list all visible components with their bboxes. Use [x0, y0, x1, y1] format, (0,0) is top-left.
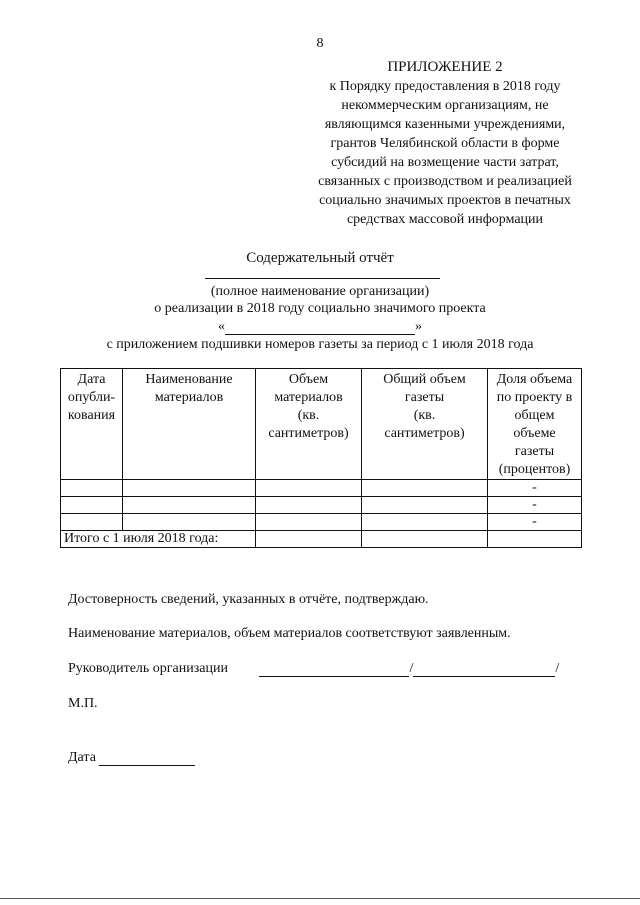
total-label: Итого с 1 июля 2018 года: [61, 531, 256, 548]
table-cell[interactable] [256, 514, 362, 531]
table-cell[interactable] [123, 497, 256, 514]
table-cell[interactable] [123, 514, 256, 531]
table-cell[interactable] [61, 514, 123, 531]
table-cell[interactable] [61, 497, 123, 514]
table-total-row [61, 531, 582, 548]
date-row [68, 750, 195, 766]
date-field[interactable] [99, 751, 195, 766]
header-project-share: Доля объема по проекту в общем объеме газеты (процентов) [488, 369, 582, 480]
date-label: Дата [68, 750, 96, 765]
organization-name-field[interactable] [205, 278, 440, 279]
quote-close: » [415, 319, 422, 334]
table-row [61, 514, 582, 531]
header-publication-date: Дата опубли- кования [61, 369, 123, 480]
appendix-line: связанных с производством и реализацией [318, 174, 572, 189]
table-cell[interactable] [362, 531, 488, 548]
table-cell[interactable] [362, 480, 488, 497]
confirmation-statement: Достоверность сведений, указанных в отчёте, подтверждаю. [68, 592, 429, 607]
table-cell[interactable] [488, 531, 582, 548]
bottom-divider [0, 898, 640, 899]
table-cell[interactable] [362, 514, 488, 531]
stamp-place-label: М.П. [68, 696, 98, 711]
conformity-statement: Наименование материалов, объем материалов соответствуют заявленным. [68, 626, 511, 641]
table-row [61, 497, 582, 514]
table-cell[interactable] [362, 497, 488, 514]
table-cell[interactable]: - [488, 514, 582, 531]
appendix-line: некоммерческим организациям, не [341, 98, 549, 113]
table-cell[interactable] [256, 531, 362, 548]
appendix-line: социально значимых проектов в печатных [319, 193, 571, 208]
header-total-newspaper-volume: Общий объем газеты (кв. сантиметров) [362, 369, 488, 480]
header-material-name: Наименование материалов [123, 369, 256, 480]
attachment-text: с приложением подшивки номеров газеты за период с 1 июля 2018 года [106, 337, 534, 352]
signature-separator-end: / [555, 661, 560, 676]
report-table [60, 368, 582, 548]
header-material-volume: Объем материалов (кв. сантиметров) [256, 369, 362, 480]
signature-separator: / [409, 661, 414, 676]
table-cell[interactable]: - [488, 480, 582, 497]
appendix-line: средствах массовой информации [346, 212, 544, 227]
appendix-line: грантов Челябинской области в форме [330, 136, 560, 151]
page-number: 8 [316, 36, 324, 51]
table-cell[interactable] [256, 480, 362, 497]
project-name-field[interactable] [225, 320, 415, 335]
table-cell[interactable] [256, 497, 362, 514]
table-row [61, 480, 582, 497]
table-cell[interactable]: - [488, 497, 582, 514]
appendix-line: к Порядку предоставления в 2018 году [329, 79, 561, 94]
signature-field[interactable] [259, 662, 409, 677]
signature-row [68, 661, 559, 677]
signature-label: Руководитель организации [68, 661, 228, 676]
quote-open: « [218, 319, 225, 334]
table-header-row [61, 369, 582, 480]
appendix-block [290, 58, 600, 229]
signature-name-field[interactable] [413, 662, 555, 677]
appendix-title: ПРИЛОЖЕНИЕ 2 [387, 59, 503, 75]
organization-name-caption: (полное наименование организации) [210, 284, 430, 299]
project-name-line [0, 319, 640, 335]
appendix-line: субсидий на возмещение части затрат, [331, 155, 559, 170]
table-cell[interactable] [61, 480, 123, 497]
realization-text: о реализации в 2018 году социально значимого проекта [154, 301, 486, 316]
report-title: Содержательный отчёт [246, 250, 394, 266]
table-cell[interactable] [123, 480, 256, 497]
appendix-line: являющимся казенными учреждениями, [324, 117, 566, 132]
